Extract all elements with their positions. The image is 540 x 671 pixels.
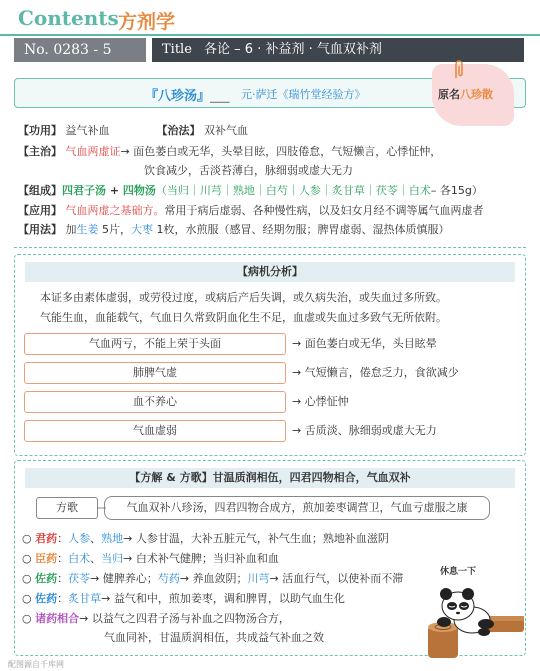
- main-row-cont: 饮食减少，舌淡苔薄白，脉细弱或虚大无力: [144, 164, 353, 177]
- alias-text: 原名八珍散: [438, 88, 493, 101]
- section-divider: [14, 247, 526, 248]
- song-text: 气血双补八珍汤，四君四物合成方，煎加姜枣调营卫，气血亏虚服之康: [104, 496, 490, 520]
- composition-row: 【组成】四君子汤 + 四物汤（当归｜川芎｜熟地｜白芍｜人参｜炙甘草｜茯苓｜白术– 各15g）: [18, 184, 483, 197]
- application-row: 【应用】 气血两虚之基础方。常用于病后虚弱、各种慢性病，以及妇女月经不调等属气血两虚者: [18, 204, 484, 217]
- note-title-bar: [152, 38, 524, 62]
- main-row: 【主治】 气血两虚证→ 面色萎白或无华，头晕目眩，四肢倦怠，气短懒言，心悸怔忡，: [18, 145, 442, 158]
- zuo-line-2: ○ 佐药：炙甘草→ 益气和中，煎加姜枣，调和脾胃，以助气血生化: [22, 592, 345, 605]
- footer-credit: 配图源自千库网: [8, 660, 64, 669]
- rest-caption: 休息一下: [440, 567, 477, 577]
- analysis-para-1: 本证多由素体虚弱，或劳役过度，或病后产后失调，或久病失治，或失血过多所致。: [40, 291, 447, 304]
- usage-row: 【用法】 加生姜 5片，大枣 1枚，水煎服（感冒、经期勿服；脾胃虚弱、湿热体质慎服）: [18, 223, 450, 236]
- analysis-para-2: 气能生血，血能载气，气血日久常致阴血化生不足，血虚或失血过多致气无所依附。: [40, 311, 447, 324]
- paperclip-icon: [452, 58, 466, 80]
- cause-box: 血不养心: [24, 391, 286, 413]
- cause-box: 气血两亏，不能上荣于头面: [24, 333, 286, 355]
- header-rule: [0, 34, 540, 36]
- note-number: No. 0283 - 5: [14, 38, 146, 62]
- zhu-line-cont: 气血同补，甘温质润相伍，共成益气补血之效: [104, 631, 324, 644]
- result-text: → 心悸怔忡: [292, 395, 349, 408]
- result-text: → 面色萎白或无华，头目眩晕: [292, 337, 437, 350]
- fangjie-heading: 【方解 & 方歌】甘温质润相伍，四君四物相合，气血双补: [25, 468, 515, 488]
- zuo-line-1: ○ 佐药：茯苓→ 健脾养心；芍药→ 养血敛阴；川芎→ 活血行气，以使补而不滞: [22, 572, 404, 585]
- chen-line: ○ 臣药：白术、当归→ 白术补气健脾；当归补血和血: [22, 552, 279, 565]
- formula-name: 『八珍汤』___: [145, 89, 230, 104]
- note-title: 各论 – 6 · 补益剂 · 气血双补剂: [204, 42, 382, 57]
- result-text: → 舌质淡、脉细弱或虚大无力: [292, 424, 437, 437]
- header-subject: 方剂学: [118, 11, 176, 33]
- panda-illustration-icon: [424, 576, 528, 660]
- song-label: 方歌: [36, 497, 98, 519]
- cause-box: 气血虚弱: [24, 420, 286, 442]
- analysis-heading: 【病机分析】: [25, 262, 515, 282]
- cause-box: 肺脾气虚: [24, 362, 286, 384]
- title-label: Title: [162, 42, 192, 57]
- formula-source: 元·萨迁《瑞竹堂经验方》: [241, 88, 366, 101]
- result-text: → 气短懒言，倦怠乏力，食欲减少: [292, 366, 459, 379]
- jun-line: ○ 君药：人参、熟地→ 人参甘温，大补五脏元气，补气生血；熟地补血滋阴: [22, 532, 389, 545]
- header-contents: Contents: [18, 6, 119, 30]
- effect-row: 【功用】 益气补血 【治法】 双补气血: [18, 124, 248, 137]
- zhu-line: ○ 诸药相合→ 以益气之四君子汤与补血之四物汤合方，: [22, 612, 290, 625]
